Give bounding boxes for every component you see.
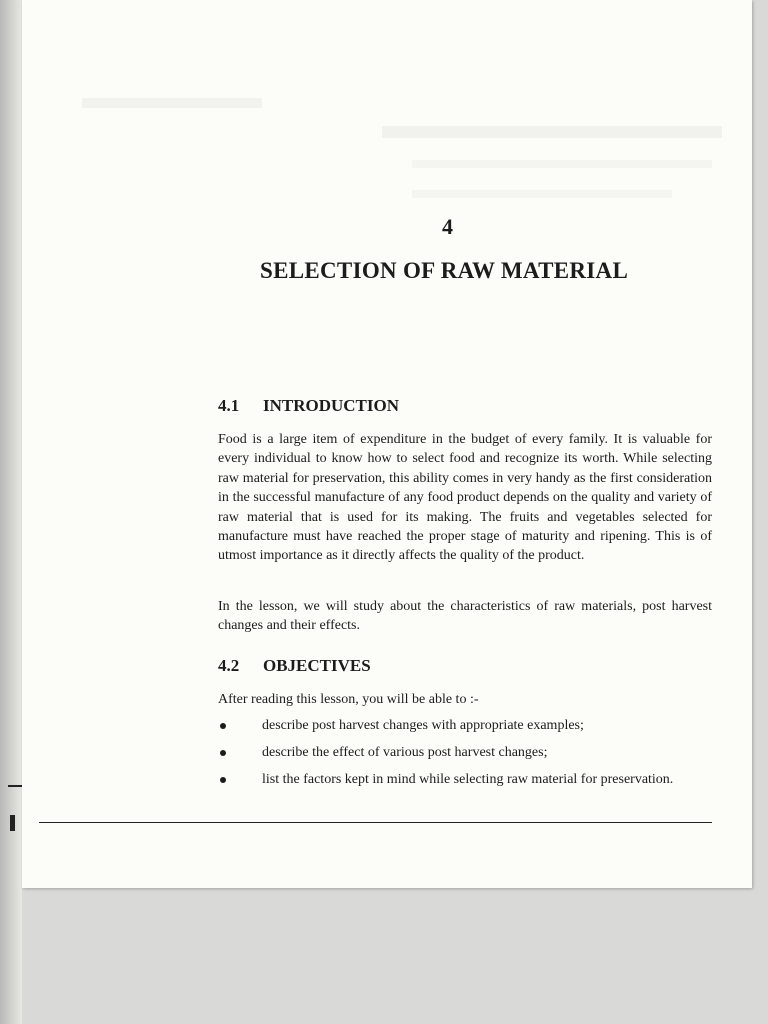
bleed-through-mark (412, 190, 672, 198)
bleed-through-mark (412, 160, 712, 168)
bleed-through-mark (382, 126, 722, 138)
lesson-overview-paragraph: In the lesson, we will study about the characteristics of raw materials, post harvest changes and their effects. (218, 599, 712, 634)
bullet-icon (220, 750, 226, 756)
bullet-icon (220, 723, 226, 729)
objectives-list (218, 716, 718, 797)
bleed-through-mark (82, 98, 262, 108)
list-item (218, 743, 718, 770)
scan-shadow-edge (0, 0, 22, 1024)
list-item (218, 716, 718, 743)
bullet-icon (220, 777, 226, 783)
margin-mark (8, 785, 22, 787)
chapter-title: SELECTION OF RAW MATERIAL (260, 258, 629, 283)
section-title: INTRODUCTION (263, 396, 400, 415)
list-item-text: list the factors kept in mind while selecting raw material for preservation. (262, 772, 674, 787)
chapter-number: 4 (442, 214, 453, 239)
section-heading-objectives (218, 656, 371, 676)
list-item-text: describe post harvest changes with appropriate examples; (262, 718, 584, 733)
objectives-intro: After reading this lesson, you will be able to :- (218, 692, 479, 707)
section-title: OBJECTIVES (263, 656, 371, 675)
list-item (218, 770, 718, 797)
footer-rule (39, 822, 712, 823)
section-number: 4.2 (218, 656, 240, 675)
introduction-paragraph: Food is a large item of expenditure in the budget of every family. It is valuable for every individual to know how to select food and recognize its worth. While selecting raw material for preservation, this ability comes in very handy as the first consideration in the successful manufacture of any food product depends on the quality and variety of raw material that is used for its making. The fruits and vegetables selected for manufacture must have reached the proper stage of maturity and ripening. This is of utmost importance as it directly affects the quality of the product. (218, 432, 712, 564)
document-page (22, 0, 752, 888)
list-item-text: describe the effect of various post harvest changes; (262, 745, 548, 760)
section-number: 4.1 (218, 396, 240, 415)
section-heading-introduction (218, 396, 399, 416)
margin-mark (10, 815, 15, 831)
